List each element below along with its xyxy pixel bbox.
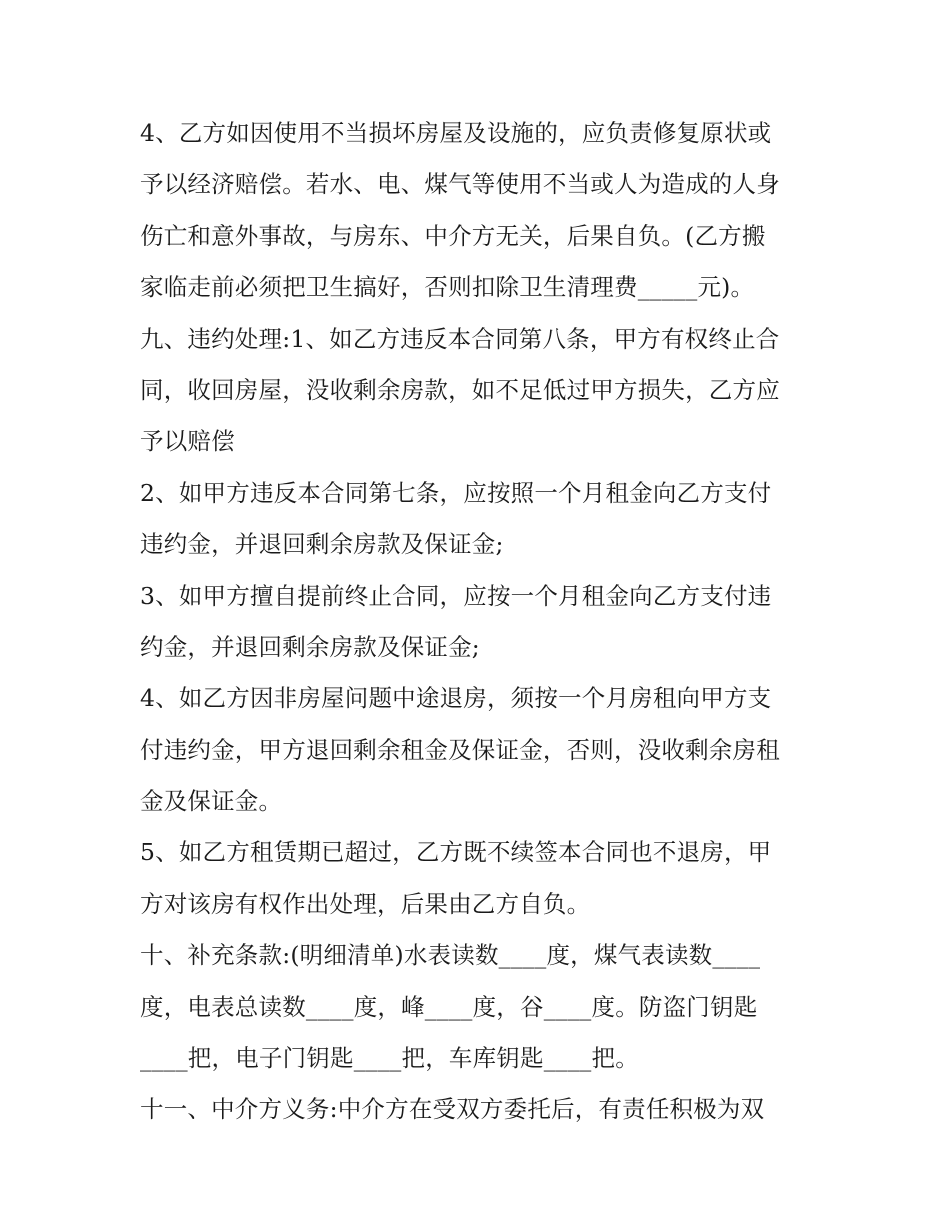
text-line: 予以赔偿	[140, 427, 235, 456]
section-heading-line: 九、违约处理:1、如乙方违反本合同第八条，甲方有权终止合	[140, 324, 780, 353]
text-line: 伤亡和意外事故，与房东、中介方无关，后果自负。(乙方搬	[140, 221, 766, 250]
text-line: 约金，并退回剩余房款及保证金;	[140, 632, 480, 661]
text-line: ____把，电子门钥匙____把，车库钥匙____把。	[140, 1044, 639, 1073]
text-line: 予以经济赔偿。若水、电、煤气等使用不当或人为造成的人身	[140, 170, 780, 199]
document-body	[140, 108, 820, 1136]
text-line: 3、如甲方擅自提前终止合同，应按一个月租金向乙方支付违	[140, 581, 772, 610]
text-line: 2、如甲方违反本合同第七条，应按照一个月租金向乙方支付	[140, 478, 772, 507]
section-heading-line: 十、补充条款:(明细清单)水表读数____度，煤气表读数____	[140, 941, 761, 970]
text-line: 家临走前必须把卫生搞好，否则扣除卫生清理费_____元)。	[140, 273, 755, 302]
text-line: 金及保证金。	[140, 787, 283, 816]
text-line: 5、如乙方租赁期已超过，乙方既不续签本合同也不退房，甲	[140, 838, 772, 867]
text-line: 4、乙方如因使用不当损坏房屋及设施的，应负责修复原状或	[140, 119, 772, 147]
text-line: 4、如乙方因非房屋问题中途退房，须按一个月房租向甲方支	[140, 684, 772, 713]
text-line: 同，收回房屋，没收剩余房款，如不足低过甲方损失，乙方应	[140, 375, 780, 404]
text-line: 度，电表总读数____度，峰____度，谷____度。防盗门钥匙	[140, 992, 758, 1021]
text-line: 付违约金，甲方退回剩余租金及保证金，否则，没收剩余房租	[140, 735, 780, 764]
section-heading-line: 十一、中介方义务:中介方在受双方委托后，有责任积极为双	[140, 1095, 765, 1124]
text-line: 方对该房有权作出处理，后果由乙方自负。	[140, 889, 591, 918]
text-line: 违约金，并退回剩余房款及保证金;	[140, 530, 504, 559]
